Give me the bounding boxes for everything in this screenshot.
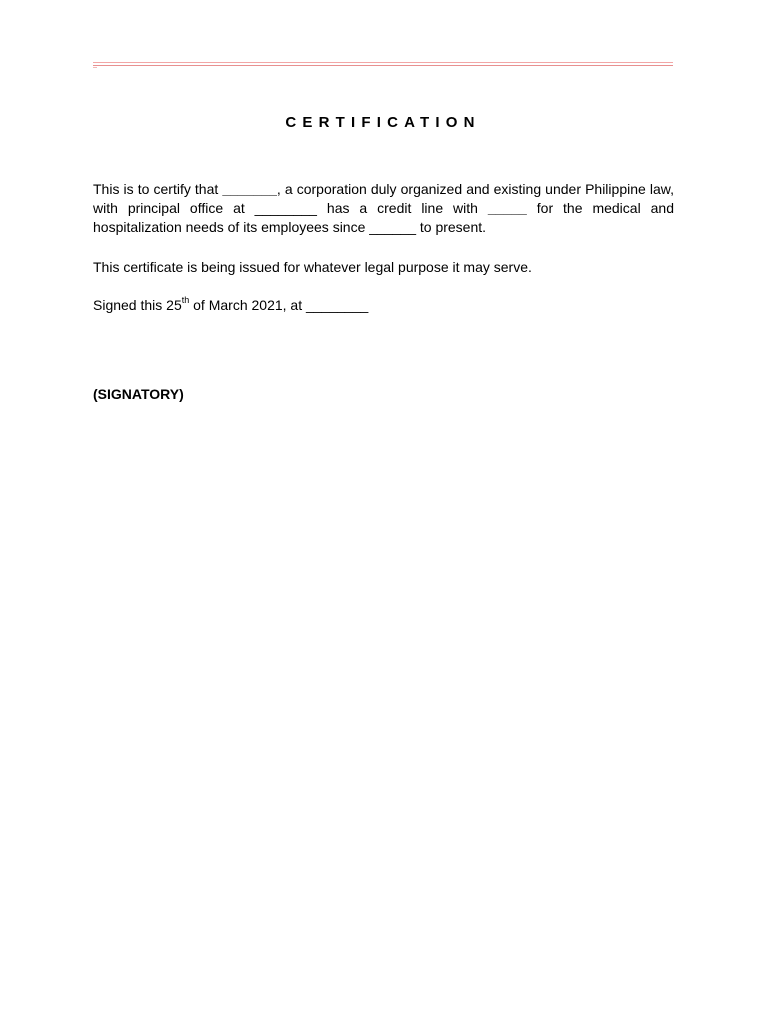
- signed-date-line: [93, 296, 674, 315]
- paragraph-text-b: for the medical and hospitalization needs of its employees since ______ to present.: [93, 200, 674, 236]
- paragraph-intro: This is to certify that: [93, 181, 223, 197]
- signed-rest: of March 2021, at ________: [189, 297, 369, 313]
- document-title: CERTIFICATION: [285, 114, 481, 131]
- header-rule-bottom: [93, 65, 673, 66]
- signed-prefix: Signed this 25: [93, 297, 182, 313]
- header-mark: [93, 67, 97, 71]
- signatory-label: (SIGNATORY): [93, 386, 184, 402]
- ordinal-suffix: th: [181, 295, 190, 306]
- header-rule-top: [93, 62, 673, 63]
- certification-paragraph: [93, 180, 674, 238]
- purpose-paragraph: This certificate is being issued for whatever legal purpose it may serve.: [93, 259, 532, 275]
- credit-provider-blank: _____: [487, 200, 527, 217]
- paragraph-text-a: , a corporation duly organized and existing under Philippine law, with principal office at ________ has a credit line with: [93, 181, 674, 217]
- company-blank: _______: [222, 181, 277, 197]
